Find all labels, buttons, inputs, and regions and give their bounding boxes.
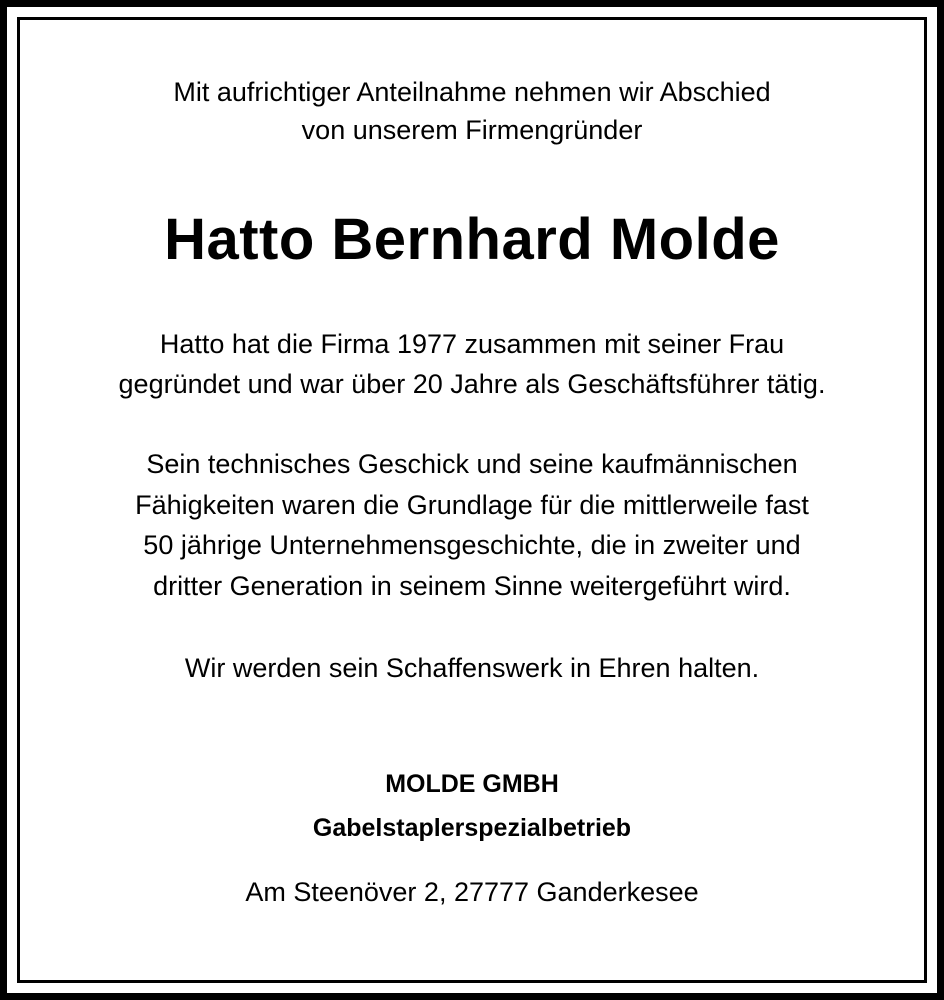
intro-line-1: Mit aufrichtiger Anteilnahme nehmen wir Abschied — [173, 77, 771, 107]
paragraph-line: 50 jährige Unternehmensgeschichte, die in zweiter und — [143, 530, 801, 560]
paragraph-legacy — [20, 444, 924, 606]
paragraph-line: Wir werden sein Schaffenswerk in Ehren halten. — [184, 653, 760, 683]
address-line: Am Steenöver 2, 27777 Ganderkesee — [245, 877, 699, 907]
paragraph-closing — [20, 648, 924, 688]
company-block — [20, 762, 924, 850]
paragraph-line: Hatto hat die Firma 1977 zusammen mit seiner Frau — [159, 329, 785, 359]
paragraph-line: gegründet und war über 20 Jahre als Geschäftsführer tätig. — [118, 369, 826, 399]
company-name: MOLDE GMBH — [385, 770, 559, 798]
company-type: Gabelstaplerspezialbetrieb — [312, 814, 632, 842]
paragraph-line: Sein technisches Geschick und seine kaufmännischen — [146, 449, 798, 479]
paragraph-founding — [20, 324, 924, 404]
paragraph-line: dritter Generation in seinem Sinne weitergeführt wird. — [153, 570, 791, 601]
deceased-name: Hatto Bernhard Molde — [164, 207, 780, 272]
paragraph-line: Fähigkeiten waren die Grundlage für die mittlerweile fast — [135, 489, 809, 520]
intro-text — [20, 73, 924, 149]
intro-line-2: von unserem Firmengründer — [301, 115, 643, 145]
company-address — [20, 872, 924, 912]
